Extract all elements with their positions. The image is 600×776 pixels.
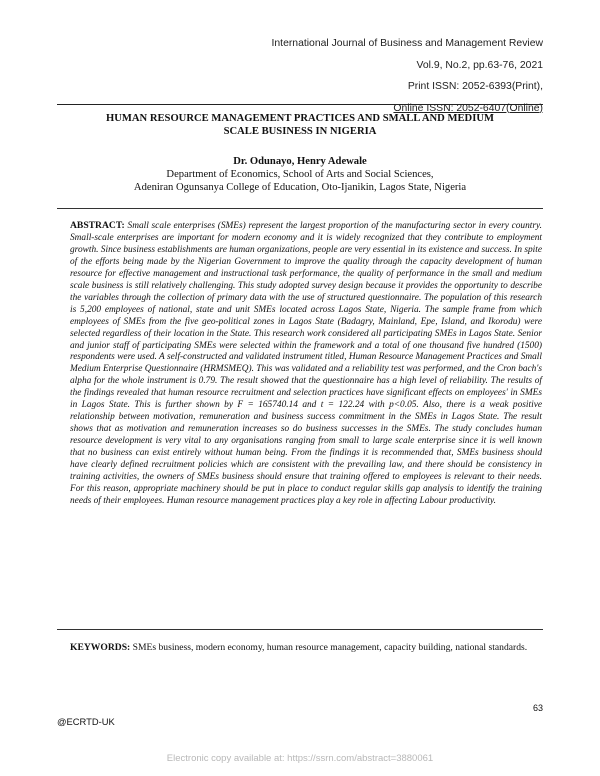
journal-name: International Journal of Business and Management Review bbox=[271, 38, 543, 49]
affiliation-line-1: Department of Economics, School of Arts and Social Sciences, bbox=[166, 169, 434, 180]
print-issn: Print ISSN: 2052-6393(Print), bbox=[407, 81, 543, 92]
journal-volume: Vol.9, No.2, pp.63-76, 2021 bbox=[416, 59, 543, 71]
online-issn: Online ISSN: 2052-6407(Online) bbox=[393, 102, 543, 114]
keywords-label: KEYWORDS: bbox=[70, 642, 133, 653]
journal-header bbox=[272, 33, 543, 119]
header-divider bbox=[57, 104, 543, 105]
ssrn-notice: Electronic copy available at: https://ssrn.com/abstract=3880061 bbox=[166, 753, 434, 764]
title-line-1: HUMAN RESOURCE MANAGEMENT PRACTICES AND SMALL AND MEDIUM bbox=[106, 113, 494, 124]
author-block bbox=[57, 155, 543, 194]
abstract-text: Small scale enterprises (SMEs) represent the largest proportion of the manufacturing sector in every country. Small-scale enterprises are important for modern economy and it is widely recognized that they contribute to employment growth. Since business establishments are human organizations, people are very essential in its existence and success. In spite of the efforts being made by the Nigerian Government to improve the quality through the capacity development of human resource for effective management and instructional task performance, the quality of performance in the small and medium scale business is still relatively challenging. This study adopted survey design because it provides the opportunity to describe the variables through the collection of primary data with the use of structured questionnaire. The population of this research is 5,200 employees of national, state and unit SMEs located across Lagos State, Nigeria. The sample frame from which employees of SMEs from the five geo-political zones in Lagos State (Badagry, Mainland, Epe, Island, and Ikorodu) were selected regardless of their location in the State. This research work considered all participating SMEs in Lagos State. Senior and junior staff of participating SMEs were selected within the framework and a total of one thousand five hundred (1500) respondents were used. A self-constructed and validated instrument titled, Human Resource Management Practices and Small Medium Enterprise Questionnaire (HRMSMEQ). This was validated and a reliability test was performed, and the Cron bach's alpha for the whole instrument is 0.79. The result showed that the questionnaire has a high level of reliability. The results of the findings revealed that human resource recruitment and selection practices have significant effects on employees' in SMEs in Lagos State. This is further shown by F = 165740.14 and t = 122.24 with p<0.05. Also, there is a weak positive relationship between motivation, remuneration and business success commitment in the SMEs in Lagos State. The result shows that as motivation and remuneration increases so do business successes in the SMEs. The study concludes human resource development is very vital to any organisations ranging from small to large scale enterprise since it is well known that no business can exist entirely without human being. From the findings it is recommended that, SMEs business should have clearly defined recruitment policies which are consistent with the prevailing law, and there should be consistency in training activities, the owners of SMEs business should ensure that training offered to employees is relevant to their needs. For this reason, appropriate machinery should be put in place to conduct regular skills gap analysis to identify the training needs of their employees. Human resource management practices play a key role in affecting Labour productivity. bbox=[70, 221, 542, 506]
abstract-label: ABSTRACT: bbox=[70, 220, 128, 231]
author-name: Dr. Odunayo, Henry Adewale bbox=[233, 156, 367, 167]
abstract bbox=[70, 220, 542, 508]
title-line-2: SCALE BUSINESS IN NIGERIA bbox=[223, 126, 377, 137]
affiliation-line-2: Adeniran Ogunsanya College of Education, Oto-Ijanikin, Lagos State, Nigeria bbox=[133, 182, 467, 193]
page-number: 63 bbox=[532, 703, 543, 713]
keywords bbox=[70, 642, 542, 654]
keywords-text: SMEs business, modern economy, human resource management, capacity building, national standards. bbox=[132, 642, 528, 653]
paper-title bbox=[57, 112, 543, 138]
footer-organization: @ECRTD-UK bbox=[57, 716, 115, 727]
